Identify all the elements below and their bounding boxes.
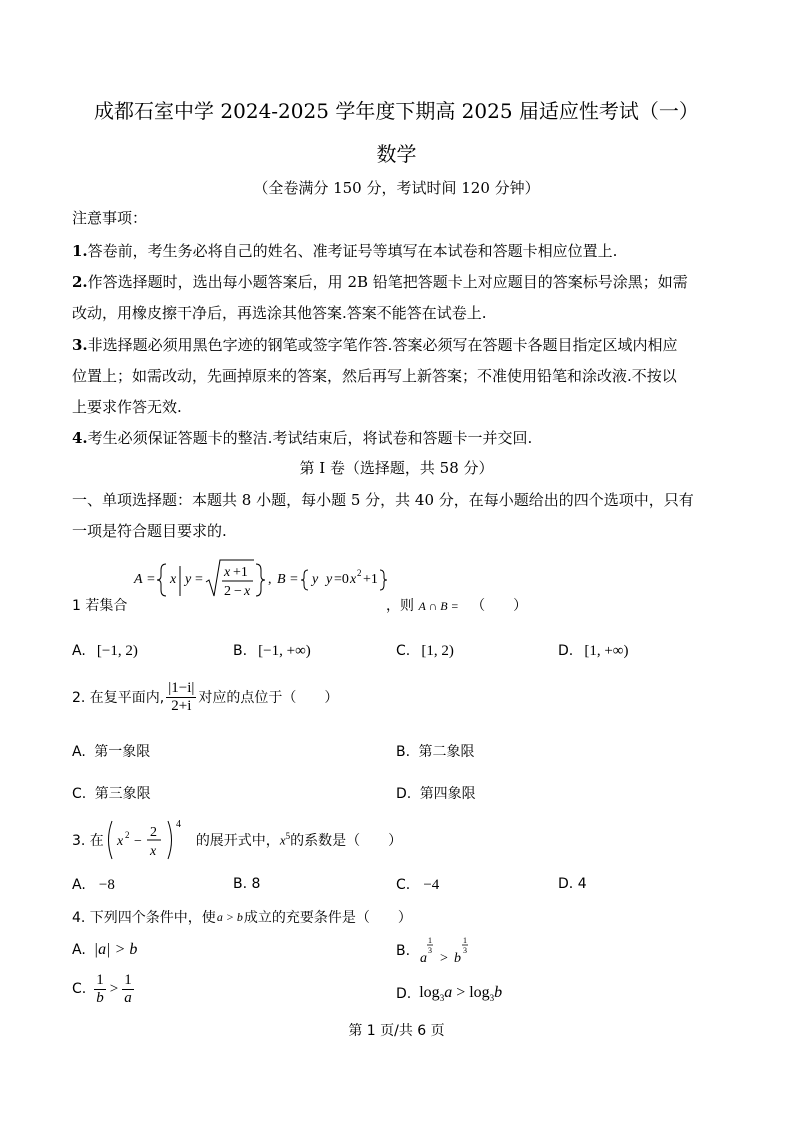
option-text: 第四象限: [419, 786, 476, 802]
notice-item-number: 4.: [72, 429, 88, 447]
svg-text:a: a: [420, 951, 428, 966]
option-label: D.: [558, 876, 574, 892]
q2-stem-prefix: 2. 在复平面内,: [72, 690, 165, 706]
svg-text:x: x: [149, 844, 157, 859]
notice-item-text: 作答选择题时，选出每小题答案后，用 2B 铅笔把答题卡上对应题目的答案标号涂黑；如需: [87, 273, 688, 291]
svg-text:2: 2: [124, 830, 130, 840]
q3-term: $x^5$: [279, 831, 291, 848]
svg-text:x: x: [224, 565, 231, 580]
option-label: B.: [233, 876, 248, 892]
option-label: C.: [396, 643, 411, 659]
svg-text:B: B: [277, 572, 286, 587]
option-label: C.: [72, 786, 87, 802]
option-label: A.: [72, 877, 86, 893]
svg-text:x: x: [244, 584, 251, 599]
q4-option-c[interactable]: [72, 972, 134, 1006]
option-value: [1, 2): [421, 643, 454, 659]
svg-text:3: 3: [428, 946, 433, 955]
option-formula: [94, 972, 106, 1006]
q4-option-b[interactable]: [396, 934, 484, 968]
q1-option-b[interactable]: [233, 640, 311, 660]
svg-text:x: x: [350, 572, 357, 587]
q2-option-a[interactable]: [72, 741, 150, 761]
q1-stem-mid: ，则: [386, 598, 414, 614]
q2-stem: [72, 680, 338, 714]
q3-option-b[interactable]: [233, 876, 260, 892]
notice-item-text: 考生必须保证答题卡的整洁.考试结束后，将试卷和答题卡一并交回.: [87, 429, 533, 447]
option-label: A.: [72, 744, 86, 760]
option-formula-rhs: [122, 972, 134, 1006]
option-text: 第三象限: [94, 786, 151, 802]
part-heading: 第 I 卷（选择题，共 58 分）: [299, 459, 494, 477]
q3-stem-suffix: 的系数是（ ）: [290, 833, 403, 849]
q4-option-a[interactable]: [72, 941, 137, 959]
svg-text:x: x: [170, 572, 177, 587]
q2-option-b[interactable]: [396, 741, 475, 761]
svg-text:1: 1: [463, 936, 468, 945]
q1-stem: [386, 595, 527, 615]
option-label: A.: [72, 942, 86, 958]
svg-text:=: =: [195, 572, 203, 587]
notice-item-2-cont: 改动，用橡皮擦干净后，再选涂其他答案.答案不能答在试卷上.: [72, 304, 487, 322]
notice-item-4: [72, 428, 532, 448]
q3-stem-mid: 的展开式中，: [195, 833, 280, 849]
option-formula: [418, 934, 484, 968]
q1-option-c[interactable]: [396, 640, 454, 660]
svg-text:y: y: [326, 572, 333, 587]
option-value: [1, +∞): [584, 643, 629, 659]
q2-stem-suffix: 对应的点位于（ ）: [198, 690, 339, 706]
notice-item-number: 1.: [72, 242, 88, 260]
fraction-numerator: 1: [124, 972, 132, 988]
svg-text:4: 4: [175, 819, 181, 830]
svg-text:−: −: [133, 834, 142, 849]
svg-text:+1: +1: [233, 565, 248, 580]
q3-option-a[interactable]: [72, 874, 115, 894]
q3-option-c[interactable]: [396, 874, 439, 894]
notice-item-2: [72, 272, 688, 292]
option-value: −8: [98, 877, 115, 893]
svg-text:b: b: [454, 951, 462, 966]
fraction-denominator: b: [96, 989, 104, 1006]
q1-set-formula: [132, 552, 387, 612]
notice-item-1: [72, 241, 617, 261]
svg-text:y: y: [312, 572, 319, 587]
option-text: 第二象限: [418, 744, 475, 760]
q4-stem: [72, 907, 412, 927]
exam-title: 成都石室中学 2024-2025 学年度下期高 2025 届适应性考试（一）: [94, 99, 699, 123]
svg-text:=: =: [147, 572, 155, 587]
notice-item-number: 3.: [72, 336, 88, 354]
option-value: 4: [577, 876, 587, 892]
option-value: −4: [423, 877, 440, 893]
q2-option-c[interactable]: [72, 783, 151, 803]
option-formula: $\log_3a > \log_3b$: [419, 984, 503, 1004]
svg-text:3: 3: [463, 946, 468, 955]
option-value: [−1, 2): [96, 643, 138, 659]
svg-text:A: A: [134, 572, 143, 587]
svg-text:2: 2: [149, 825, 157, 840]
q4-stem-suffix: 成立的充要条件是（ ）: [243, 910, 412, 926]
option-label: C.: [72, 981, 87, 997]
svg-text:y: y: [185, 572, 192, 587]
svg-text:=0: =0: [334, 572, 349, 587]
option-label: D.: [396, 786, 412, 802]
q4-inequality: a > b: [216, 909, 243, 924]
exam-meta: （全卷满分 150 分，考试时间 120 分钟）: [253, 179, 540, 197]
option-label: C.: [396, 877, 411, 893]
q1-stem-prefix: 1 若集合: [72, 598, 128, 614]
svg-text:2: 2: [224, 584, 231, 599]
page-number: 第 1 页/共 6 页: [348, 1023, 445, 1039]
q2-numerator: |1−i|: [168, 680, 195, 696]
q2-denominator: 2+i: [171, 697, 192, 714]
notice-item-3: [72, 335, 677, 355]
q4-stem-prefix: 4. 下列四个条件中，使: [72, 910, 216, 926]
option-label: D.: [396, 985, 412, 1002]
q2-option-d[interactable]: [396, 783, 476, 803]
q4-option-d[interactable]: [396, 984, 502, 1003]
q3-stem-prefix: 3. 在: [72, 833, 104, 849]
option-label: B.: [396, 943, 411, 959]
notice-item-3-cont-1: 位置上；如需改动，先画掉原来的答案，然后再写上新答案；不准使用铅笔和涂改液.不按以: [72, 367, 677, 385]
option-label: A.: [72, 643, 86, 659]
part-instruction-cont: 一项是符合题目要求的.: [72, 522, 227, 540]
fraction-numerator: 1: [96, 972, 104, 988]
notice-item-3-cont-2: 上要求作答无效.: [72, 398, 182, 416]
greater-than-sign: >: [109, 980, 119, 997]
q1-set-definition-formula: [132, 552, 387, 608]
option-value: [−1, +∞): [258, 643, 311, 659]
option-value: 8: [251, 876, 261, 892]
q3-option-d[interactable]: [558, 876, 587, 892]
svg-text:2: 2: [357, 568, 362, 578]
svg-text:=: =: [290, 572, 298, 587]
q1-option-a[interactable]: [72, 640, 138, 660]
notice-heading: 注意事项：: [72, 209, 148, 227]
option-text: 第一象限: [94, 744, 151, 760]
q2-fraction: [166, 680, 196, 714]
svg-text:+1: +1: [363, 572, 378, 587]
svg-text:,: ,: [268, 572, 272, 587]
fraction-denominator: a: [124, 989, 132, 1006]
part-instruction: 一、单项选择题：本题共 8 小题，每小题 5 分，共 40 分，在每小题给出的四个选项中，只有: [72, 491, 694, 509]
svg-text:1: 1: [428, 936, 433, 945]
q1-intersection-expr: A ∩ B =: [418, 599, 459, 613]
option-label: B.: [233, 643, 248, 659]
svg-text:>: >: [440, 951, 448, 966]
q3-stem: [72, 815, 402, 865]
svg-text:x: x: [116, 834, 124, 849]
q3-binomial-expression: [104, 815, 196, 865]
q1-option-d[interactable]: [558, 640, 628, 660]
notice-item-number: 2.: [72, 273, 88, 291]
q1-stem-end: （ ）: [471, 598, 528, 614]
option-label: D.: [558, 643, 574, 659]
svg-text:−: −: [234, 584, 242, 599]
option-formula: |a| > b: [93, 941, 138, 958]
exam-subject: 数学: [376, 142, 417, 166]
notice-item-text: 非选择题必须用黑色字迹的钢笔或签字笔作答.答案必须写在答题卡各题目指定区域内相应: [87, 336, 678, 354]
option-label: B.: [396, 744, 411, 760]
notice-item-text: 答卷前，考生务必将自己的姓名、准考证号等填写在本试卷和答题卡相应位置上.: [87, 242, 618, 260]
